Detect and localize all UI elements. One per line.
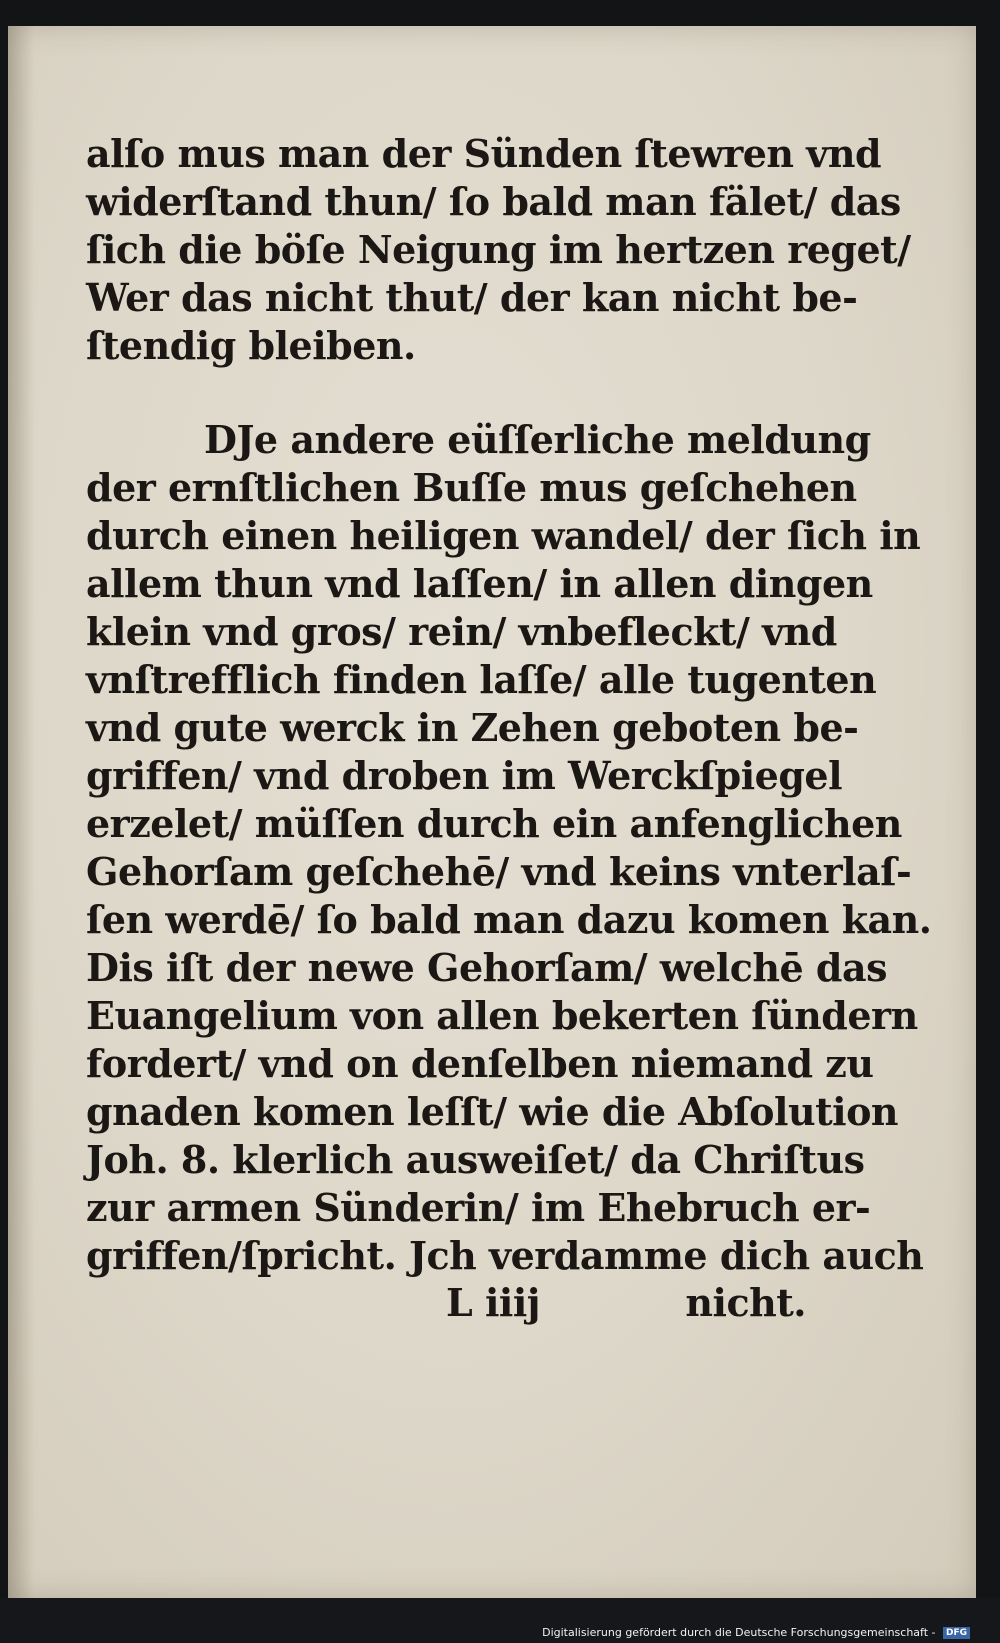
funding-credit-text: Digitalisierung gefördert durch die Deutsche Forschungsgemeinschaft -	[542, 1626, 936, 1639]
text-line: zur armen Sünderin/ im Ehebruch er-	[86, 1185, 871, 1230]
dfg-logo: DFG	[943, 1627, 970, 1639]
text-line: der ernſtlichen Buſſe mus geſchehen	[86, 465, 857, 510]
text-line: Wer das nicht thut/ der kan nicht be-	[86, 275, 858, 320]
catchword: nicht.	[685, 1280, 806, 1325]
paragraph-2	[86, 416, 932, 1280]
paragraph-gap	[86, 370, 806, 416]
text-line: Joh. 8. klerlich ausweiſet/ da Chriſtus	[86, 1137, 865, 1182]
text-line: griffen/ſpricht. Jch verdamme dich auch	[86, 1233, 924, 1278]
text-line: alſo mus man der Sünden ſtewren vnd	[86, 131, 882, 176]
text-line: vnſtrefflich finden laſſe/ alle tugenten	[86, 657, 877, 702]
text-line: Dis iſt der newe Gehorſam/ welchē das	[86, 945, 887, 990]
text-line: vnd gute werck in Zehen geboten be-	[86, 705, 859, 750]
book-page	[8, 26, 976, 1598]
catchword-line	[86, 1280, 806, 1325]
paragraph-1	[86, 130, 911, 370]
text-line: durch einen heiligen wandel/ der ſich in	[86, 513, 921, 558]
signature-mark: L iiij	[446, 1280, 541, 1325]
text-line: fordert/ vnd on denſelben niemand zu	[86, 1041, 874, 1086]
text-line: ſen werdē/ ſo bald man dazu komen kan.	[86, 897, 932, 942]
text-line: Euangelium von allen bekerten ſündern	[86, 993, 918, 1038]
funding-credit	[542, 1626, 970, 1639]
text-line: gnaden komen leſſt/ wie die Abſolution	[86, 1089, 899, 1134]
page-text	[86, 130, 932, 1325]
text-line: widerſtand thun/ ſo bald man fälet/ das	[86, 179, 901, 224]
text-line: erzelet/ müſſen durch ein anfenglichen	[86, 801, 902, 846]
text-line: griffen/ vnd droben im Werckſpiegel	[86, 753, 843, 798]
text-line: klein vnd gros/ rein/ vnbefleckt/ vnd	[86, 609, 837, 654]
text-line: allem thun vnd laſſen/ in allen dingen	[86, 561, 873, 606]
text-line: ſich die böſe Neigung im hertzen reget/	[86, 227, 911, 272]
text-line: Gehorſam geſchehē/ vnd keins vnterlaſ-	[86, 849, 912, 894]
text-line: DJe andere eüſſerliche meldung	[204, 417, 871, 462]
text-line: ſtendig bleiben.	[86, 323, 416, 368]
